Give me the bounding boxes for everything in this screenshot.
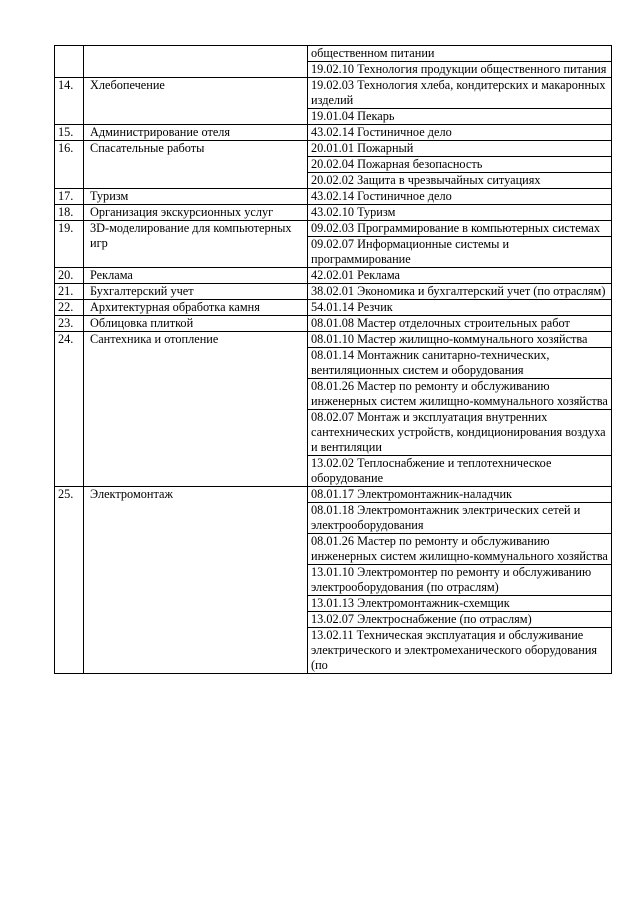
specialty-cell: 19.02.03 Технология хлеба, кондитерских и макаронных изделий [308,78,612,109]
specialty-cell: 08.01.26 Мастер по ремонту и обслуживанию инженерных систем жилищно-коммунального хозяйства [308,379,612,410]
specialty-cell: 43.02.14 Гостиничное дело [308,189,612,205]
specialty-cell: 20.02.04 Пожарная безопасность [308,157,612,173]
specialty-cell: 13.02.11 Техническая эксплуатация и обслуживание электрического и электромеханического оборудования (по [308,628,612,674]
specialty-cell: 13.02.07 Электроснабжение (по отраслям) [308,612,612,628]
table-row [55,284,612,300]
row-number: 24. [55,332,84,487]
row-number: 17. [55,189,84,205]
specialty-cell: 13.01.13 Электромонтажник-схемщик [308,596,612,612]
specialty-cell: 08.01.08 Мастер отделочных строительных работ [308,316,612,332]
competency-name: Бухгалтерский учет [84,284,308,300]
specialty-cell: 09.02.03 Программирование в компьютерных системах [308,221,612,237]
specialty-cell: 43.02.10 Туризм [308,205,612,221]
competency-name: Облицовка плиткой [84,316,308,332]
specialty-cell: 38.02.01 Экономика и бухгалтерский учет (по отраслям) [308,284,612,300]
row-number: 20. [55,268,84,284]
table-row [55,316,612,332]
specialty-cell: 08.01.14 Монтажник санитарно-технических, вентиляционных систем и оборудования [308,348,612,379]
table-row [55,205,612,221]
specialty-cell: общественном питании [308,46,612,62]
table-row [55,46,612,62]
specialty-cell: 08.01.10 Мастер жилищно-коммунального хозяйства [308,332,612,348]
competency-name [84,46,308,78]
specialty-cell: 19.02.10 Технология продукции общественного питания [308,62,612,78]
table-row [55,141,612,157]
specialty-cell: 13.02.02 Теплоснабжение и теплотехническое оборудование [308,456,612,487]
specialty-cell: 13.01.10 Электромонтер по ремонту и обслуживанию электрооборудования (по отраслям) [308,565,612,596]
row-number: 22. [55,300,84,316]
competency-name: Туризм [84,189,308,205]
row-number: 19. [55,221,84,268]
specialty-cell: 08.01.18 Электромонтажник электрических сетей и электрооборудования [308,503,612,534]
row-number: 18. [55,205,84,221]
specialty-cell: 20.02.02 Защита в чрезвычайных ситуациях [308,173,612,189]
table-row [55,221,612,237]
row-number: 23. [55,316,84,332]
table-row [55,78,612,109]
specialty-cell: 08.01.26 Мастер по ремонту и обслуживанию инженерных систем жилищно-коммунального хозяйства [308,534,612,565]
competency-name: Администрирование отеля [84,125,308,141]
specialty-cell: 19.01.04 Пекарь [308,109,612,125]
table-row [55,332,612,348]
table-row [55,125,612,141]
table-row [55,189,612,205]
competency-name: 3D-моделирование для компьютерных игр [84,221,308,268]
row-number: 21. [55,284,84,300]
competency-name: Спасательные работы [84,141,308,189]
specialty-cell: 20.01.01 Пожарный [308,141,612,157]
specialty-cell: 42.02.01 Реклама [308,268,612,284]
row-number: 25. [55,487,84,674]
competency-name: Реклама [84,268,308,284]
competency-name: Архитектурная обработка камня [84,300,308,316]
row-number: 16. [55,141,84,189]
competency-name: Электромонтаж [84,487,308,674]
specialty-cell: 08.02.07 Монтаж и эксплуатация внутренних сантехнических устройств, кондиционирования воздуха и вентиляции [308,410,612,456]
competency-name: Организация экскурсионных услуг [84,205,308,221]
table-row [55,487,612,503]
row-number: 15. [55,125,84,141]
specialty-cell: 54.01.14 Резчик [308,300,612,316]
specialty-cell: 08.01.17 Электромонтажник-наладчик [308,487,612,503]
table-row [55,268,612,284]
specialty-cell: 43.02.14 Гостиничное дело [308,125,612,141]
competency-name: Хлебопечение [84,78,308,125]
table-body [55,46,612,674]
competencies-table [54,45,612,674]
row-number [55,46,84,78]
row-number: 14. [55,78,84,125]
competency-name: Сантехника и отопление [84,332,308,487]
table-row [55,300,612,316]
specialty-cell: 09.02.07 Информационные системы и программирование [308,237,612,268]
